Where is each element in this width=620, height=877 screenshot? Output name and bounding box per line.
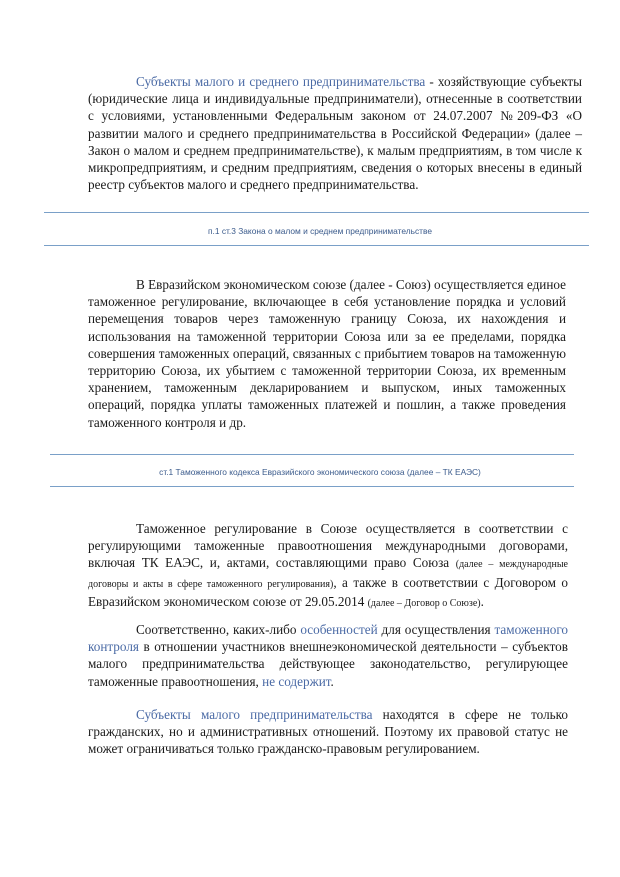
paragraph-no-special-rules	[88, 621, 568, 690]
term-does-not-contain: не содержит	[262, 673, 331, 689]
paragraph-customs-regulation	[88, 520, 568, 612]
para1-text-1: Таможенное регулирование в Союзе осуществляется в соответствии с регулирующими таможенные правоотношения международными договорами, включая ТК ЕАЭС, и, актами, составляющими право Союза	[88, 521, 568, 571]
para2-text-2: для осуществления	[377, 622, 495, 637]
para2-text-3: в отношении участников внешнеэкономической деятельности – субъектов малого предпринимательства действующее законодательство, регулирующее таможенные правоотношения,	[88, 639, 568, 689]
para1-text-2: , а также в соответствии с Договором о Евразийском экономическом союзе от 29.05.2014	[88, 574, 568, 609]
term-customs-control: таможенного контроля	[88, 622, 569, 655]
para1-note-1: (далее – международные договоры и акты в сфере таможенного регулирования)	[88, 559, 568, 590]
quote2-body: В Евразийском экономическом союзе (далее - Союз) осуществляется единое таможенное регулирование, включающее в себя установление порядка и условий перемещения товаров через таможенную границу Союза, их нахождения и использования на таможенной территории Союза или за ее пределами, порядка совершения таможенных операций, связанных с прибытием товаров на таможенную территорию Союза, их убытием с таможенной территории Союза, их временным хранением, таможенным декларированием и выпуском, иных таможенных операций, порядка уплаты таможенных платежей и пошлин, а также проведения таможенного контроля и др.	[88, 277, 566, 430]
para1-note-2: (далее – Договор о Союзе)	[367, 597, 481, 609]
para3-text: находятся в сфере не только гражданских, но и административных отношений. Поэтому их правовой статус не может ограничиваться только гражданско-правовым регулированием.	[88, 707, 569, 757]
para1-text-3: .	[480, 593, 484, 609]
para2-text-4: .	[330, 673, 334, 689]
quote1-divider	[44, 212, 589, 213]
para2-text-1: Соответственно, каких-либо	[136, 622, 301, 637]
quote1-divider-bottom	[44, 245, 589, 246]
quote1-text	[88, 73, 582, 193]
quote2-divider-bottom	[50, 486, 574, 487]
quote2-source: ст.1 Таможенного кодекса Евразийского экономического союза (далее – ТК ЕАЭС)	[159, 467, 481, 477]
quote2-divider	[50, 454, 574, 455]
term-specifics: особенностей	[300, 622, 378, 637]
quote1-source: п.1 ст.3 Закона о малом и среднем предпринимательстве	[207, 226, 433, 236]
paragraph-legal-status	[88, 706, 568, 758]
term-small-business: Субъекты малого предпринимательства	[136, 707, 373, 722]
term-small-medium-business: Субъекты малого и среднего предпринимательства	[136, 74, 426, 89]
quote1-body: - хозяйствующие субъекты (юридические лица и индивидуальные предприниматели), отнесенные в соответствии с условиями, установленными Федеральным законом от 24.07.2007 №209-ФЗ «О развитии малого и среднего предпринимательства в Российской Федерации» (далее – Закон о малом и среднем предпринимательстве), к малым предприятиям, в том числе к микропредприятиям, и средним предприятиям, сведения о которых внесены в единый реестр субъектов малого и среднего предпринимательства.	[88, 74, 582, 193]
quote2-text	[88, 276, 566, 431]
